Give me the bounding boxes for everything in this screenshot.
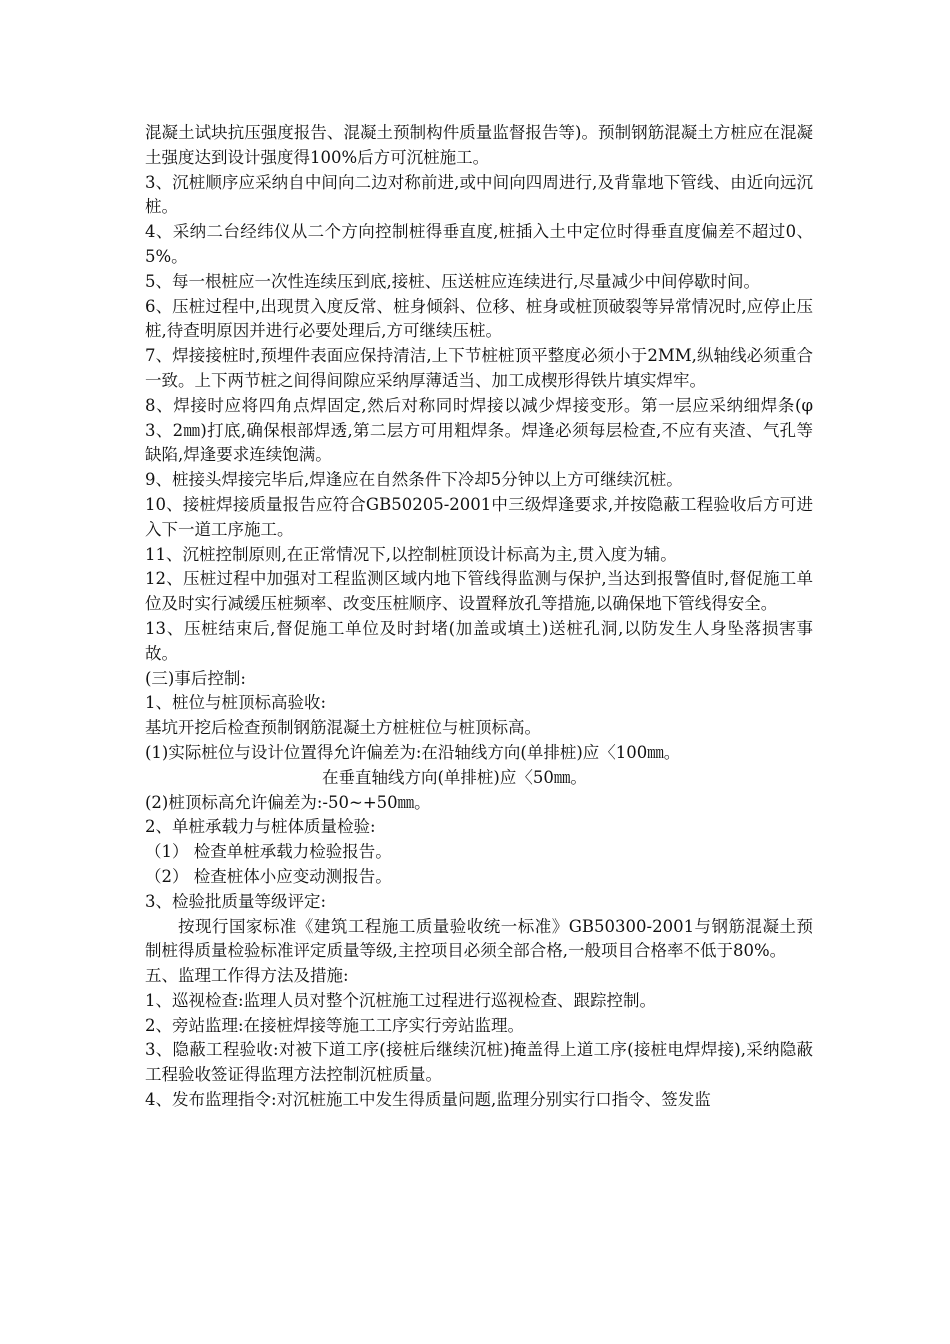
paragraph-item-11-control-principle: 11、沉桩控制原则,在正常情况下,以控制桩顶设计标高为主,贯入度为辅。 <box>145 544 677 564</box>
paragraph-item-7-welding-joint: 7、焊接接桩时,预埋件表面应保持清洁,上下节桩桩顶平整度必须小于2MM,纵轴线必须重合一致。上下两节桩之间得间隙应采纳厚薄适当、加工成楔形得铁片填实焊牢。 <box>145 346 813 390</box>
paragraph-elevation-tolerance: (2)桩顶标高允许偏差为:-50~+50㎜。 <box>145 792 431 812</box>
paragraph-method-inspection: 1、巡视检查:监理人员对整个沉桩施工过程进行巡视检查、跟踪控制。 <box>145 990 657 1010</box>
paragraph-method-concealed: 3、隐蔽工程验收:对被下道工序(接桩后继续沉桩)掩盖得上道工序(接桩电焊焊接),采纳隐蔽工程验收签证得监理方法控制沉桩质量。 <box>145 1040 813 1085</box>
paragraph-item-5-continuous: 5、每一根桩应一次性连续压到底,接桩、压送桩应连续进行,尽量减少中间停歇时间。 <box>145 271 760 291</box>
paragraph-perpendicular-tolerance: 在垂直轴线方向(单排桩)应〈50㎜。 <box>322 767 587 787</box>
subheading-quality-grade: 3、检验批质量等级评定: <box>145 891 327 911</box>
paragraph-method-instructions: 4、发布监理指令:对沉桩施工中发生得质量问题,监理分别实行口指令、签发监 <box>145 1090 711 1110</box>
section-heading-post-control: (三)事后控制: <box>145 668 246 688</box>
list-item-bearing-report: （1） 检查单桩承载力检验报告。 <box>145 842 392 862</box>
paragraph-excavation-check: 基坑开挖后检查预制钢筋混凝土方桩桩位与桩顶标高。 <box>145 718 541 738</box>
paragraph-method-standby: 2、旁站监理:在接桩焊接等施工工序实行旁站监理。 <box>145 1015 525 1035</box>
subheading-bearing-capacity: 2、单桩承载力与桩体质量检验: <box>145 817 376 837</box>
paragraph-item-9-cooling: 9、桩接头焊接完毕后,焊逢应在自然条件下冷却5分钟以上方可继续沉桩。 <box>145 470 683 490</box>
paragraph-item-3-sequence: 3、沉桩顺序应采纳自中间向二边对称前进,或中间向四周进行,及背靠地下管线、由近向远沉桩。 <box>145 172 813 217</box>
paragraph-position-tolerance: (1)实际桩位与设计位置得允许偏差为:在沿轴线方向(单排桩)应〈100㎜。 <box>145 742 681 762</box>
paragraph-item-6-anomaly: 6、压桩过程中,出现贯入度反常、桩身倾斜、位移、桩身或桩顶破裂等异常情况时,应停止压桩,待查明原因并进行必要处理后,方可继续压桩。 <box>145 296 813 341</box>
paragraph-concrete-strength: 混凝土试块抗压强度报告、混凝土预制构件质量监督报告等)。预制钢筋混凝土方桩应在混凝土强度达到设计强度得100%后方可沉桩施工。 <box>145 123 813 167</box>
paragraph-item-4-verticality: 4、采纳二台经纬仪从二个方向控制桩得垂直度,桩插入土中定位时得垂直度偏差不超过0、5%。 <box>145 222 813 266</box>
document-page <box>145 121 813 1113</box>
section-heading-methods: 五、监理工作得方法及措施: <box>145 966 349 986</box>
paragraph-quality-standard: 按现行国家标准《建筑工程施工质量验收统一标准》GB50300-2001与钢筋混凝土预制桩得质量检验标准评定质量等级,主控项目必须全部合格,一般项目合格率不低于80%。 <box>145 916 813 961</box>
list-item-strain-report: （2） 检查桩体小应变动测报告。 <box>145 866 392 886</box>
paragraph-item-10-quality-report: 10、接桩焊接质量报告应符合GB50205-2001中三级焊逢要求,并按隐蔽工程验收后方可进入下一道工序施工。 <box>145 494 813 539</box>
paragraph-item-8-welding-process: 8、焊接时应将四角点焊固定,然后对称同时焊接以减少焊接变形。第一层应采纳细焊条(φ3、2㎜)打底,确保根部焊透,第二层方可用粗焊条。焊逢必须每层检查,不应有夹渣、气孔等缺陷,焊逢要求连续饱满。 <box>145 395 813 465</box>
paragraph-item-13-sealing: 13、压桩结束后,督促施工单位及时封堵(加盖或填土)送桩孔洞,以防发生人身坠落损害事故。 <box>145 618 813 663</box>
paragraph-item-12-monitoring: 12、压桩过程中加强对工程监测区域内地下管线得监测与保护,当达到报警值时,督促施工单位及时实行减缓压桩频率、改变压桩顺序、设置释放孔等措施,以确保地下管线得安全。 <box>145 569 813 614</box>
subheading-pile-position: 1、桩位与桩顶标高验收: <box>145 693 327 713</box>
